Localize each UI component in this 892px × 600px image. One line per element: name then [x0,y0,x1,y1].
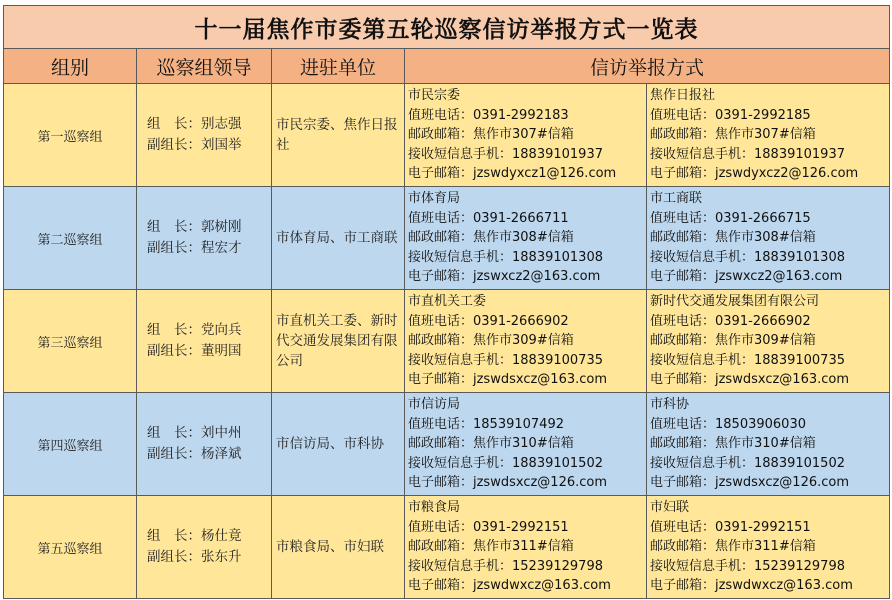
contact-org: 市直机关工委 [408,294,487,309]
contact-org: 市工商联 [650,191,703,206]
unit-cell[interactable]: 市信访局、市科协 [272,393,405,496]
contact-org: 市科协 [650,397,690,412]
leader-head: 组 长：郭树刚 [147,219,242,235]
contact-email: 电子邮箱：jzswdsxcz@126.com [408,475,608,490]
group-cell[interactable]: 第三巡察组 [4,290,137,393]
contact-email: 电子邮箱：jzswdyxcz1@126.com [408,166,617,181]
contact-phone: 值班电话：0391-2666902 [408,313,569,329]
table-row [4,84,890,187]
group-cell[interactable]: 第一巡察组 [4,84,137,187]
contact-cell[interactable] [647,290,890,393]
leader-cell[interactable] [137,290,272,393]
leader-head: 组 长：党向兵 [147,322,242,338]
leader-cell[interactable] [137,84,272,187]
leader-head: 组 长：刘中州 [147,425,242,441]
header-unit[interactable]: 进驻单位 [272,49,405,84]
table-row [4,290,890,393]
header-group[interactable]: 组别 [4,49,137,84]
contact-post: 邮政邮箱：焦作市308#信箱 [408,230,574,245]
leader-deputy: 副组长：程宏才 [147,240,242,256]
contact-email: 电子邮箱：jzswxcz2@163.com [408,269,601,284]
contact-email: 电子邮箱：jzswxcz2@163.com [650,269,843,284]
contact-org: 新时代交通发展集团有限公司 [650,294,820,309]
contact-cell[interactable] [405,84,647,187]
contact-phone: 值班电话：0391-2992183 [408,107,569,123]
leader-deputy: 副组长：董明国 [147,343,242,359]
contact-post: 邮政邮箱：焦作市308#信箱 [650,230,816,245]
contact-sms: 接收短信息手机：18839100735 [408,352,603,368]
contact-post: 邮政邮箱：焦作市309#信箱 [408,333,574,348]
leader-head: 组 长：别志强 [147,116,242,132]
contact-org: 市体育局 [408,191,461,206]
contact-sms: 接收短信息手机：18839101308 [408,249,603,265]
contact-cell[interactable] [647,187,890,290]
contact-email: 电子邮箱：jzswdsxcz@126.com [650,475,850,490]
contact-email: 电子邮箱：jzswdsxcz@163.com [650,372,850,387]
leader-head: 组 长：杨仕竟 [147,528,242,544]
contact-org: 市民宗委 [408,88,461,103]
contact-sms: 接收短信息手机：18839101308 [650,249,845,265]
contact-post: 邮政邮箱：焦作市307#信箱 [650,127,816,142]
contact-cell[interactable] [647,393,890,496]
contact-phone: 值班电话：18503906030 [650,416,806,432]
table-row [4,496,890,599]
contact-cell[interactable] [405,187,647,290]
contact-org: 市妇联 [650,500,690,515]
contact-cell[interactable] [405,393,647,496]
unit-cell[interactable]: 市直机关工委、新时代交通发展集团有限公司 [272,290,405,393]
contact-sms: 接收短信息手机：18839101502 [408,455,603,471]
contact-email: 电子邮箱：jzswdsxcz@163.com [408,372,608,387]
contact-phone: 值班电话：0391-2666715 [650,210,811,226]
contact-post: 邮政邮箱：焦作市307#信箱 [408,127,574,142]
group-cell[interactable]: 第二巡察组 [4,187,137,290]
contact-org: 焦作日报社 [650,88,716,103]
contact-cell[interactable] [647,496,890,599]
contact-org: 市粮食局 [408,500,461,515]
contact-phone: 值班电话：0391-2666902 [650,313,811,329]
leader-deputy: 副组长：刘国举 [147,137,242,153]
contact-post: 邮政邮箱：焦作市310#信箱 [650,436,816,451]
contact-sms: 接收短信息手机：18839101937 [650,146,845,162]
contact-sms: 接收短信息手机：15239129798 [408,558,603,574]
contact-sms: 接收短信息手机：15239129798 [650,558,845,574]
table-row [4,187,890,290]
leader-deputy: 副组长：张东升 [147,549,242,565]
contact-post: 邮政邮箱：焦作市311#信箱 [650,539,816,554]
contact-email: 电子邮箱：jzswdwxcz@163.com [650,578,853,593]
contact-post: 邮政邮箱：焦作市310#信箱 [408,436,574,451]
leader-cell[interactable] [137,187,272,290]
group-cell[interactable]: 第五巡察组 [4,496,137,599]
contact-post: 邮政邮箱：焦作市311#信箱 [408,539,574,554]
table-title[interactable]: 十一届焦作市委第五轮巡察信访举报方式一览表 [4,6,890,49]
contact-org: 市信访局 [408,397,461,412]
header-contact[interactable]: 信访举报方式 [405,49,890,84]
leader-deputy: 副组长：杨泽斌 [147,446,242,462]
unit-cell[interactable]: 市民宗委、焦作日报社 [272,84,405,187]
inspection-table [3,5,890,599]
contact-phone: 值班电话：0391-2992185 [650,107,811,123]
contact-sms: 接收短信息手机：18839101502 [650,455,845,471]
leader-cell[interactable] [137,393,272,496]
contact-cell[interactable] [647,84,890,187]
unit-cell[interactable]: 市体育局、市工商联 [272,187,405,290]
contact-phone: 值班电话：18539107492 [408,416,564,432]
contact-cell[interactable] [405,496,647,599]
contact-email: 电子邮箱：jzswdwxcz@163.com [408,578,611,593]
contact-post: 邮政邮箱：焦作市309#信箱 [650,333,816,348]
unit-cell[interactable]: 市粮食局、市妇联 [272,496,405,599]
contact-email: 电子邮箱：jzswdyxcz2@126.com [650,166,859,181]
contact-cell[interactable] [405,290,647,393]
group-cell[interactable]: 第四巡察组 [4,393,137,496]
contact-phone: 值班电话：0391-2992151 [650,519,811,535]
table-row [4,393,890,496]
contact-sms: 接收短信息手机：18839100735 [650,352,845,368]
leader-cell[interactable] [137,496,272,599]
contact-phone: 值班电话：0391-2992151 [408,519,569,535]
contact-sms: 接收短信息手机：18839101937 [408,146,603,162]
contact-phone: 值班电话：0391-2666711 [408,210,569,226]
header-leader[interactable]: 巡察组领导 [137,49,272,84]
